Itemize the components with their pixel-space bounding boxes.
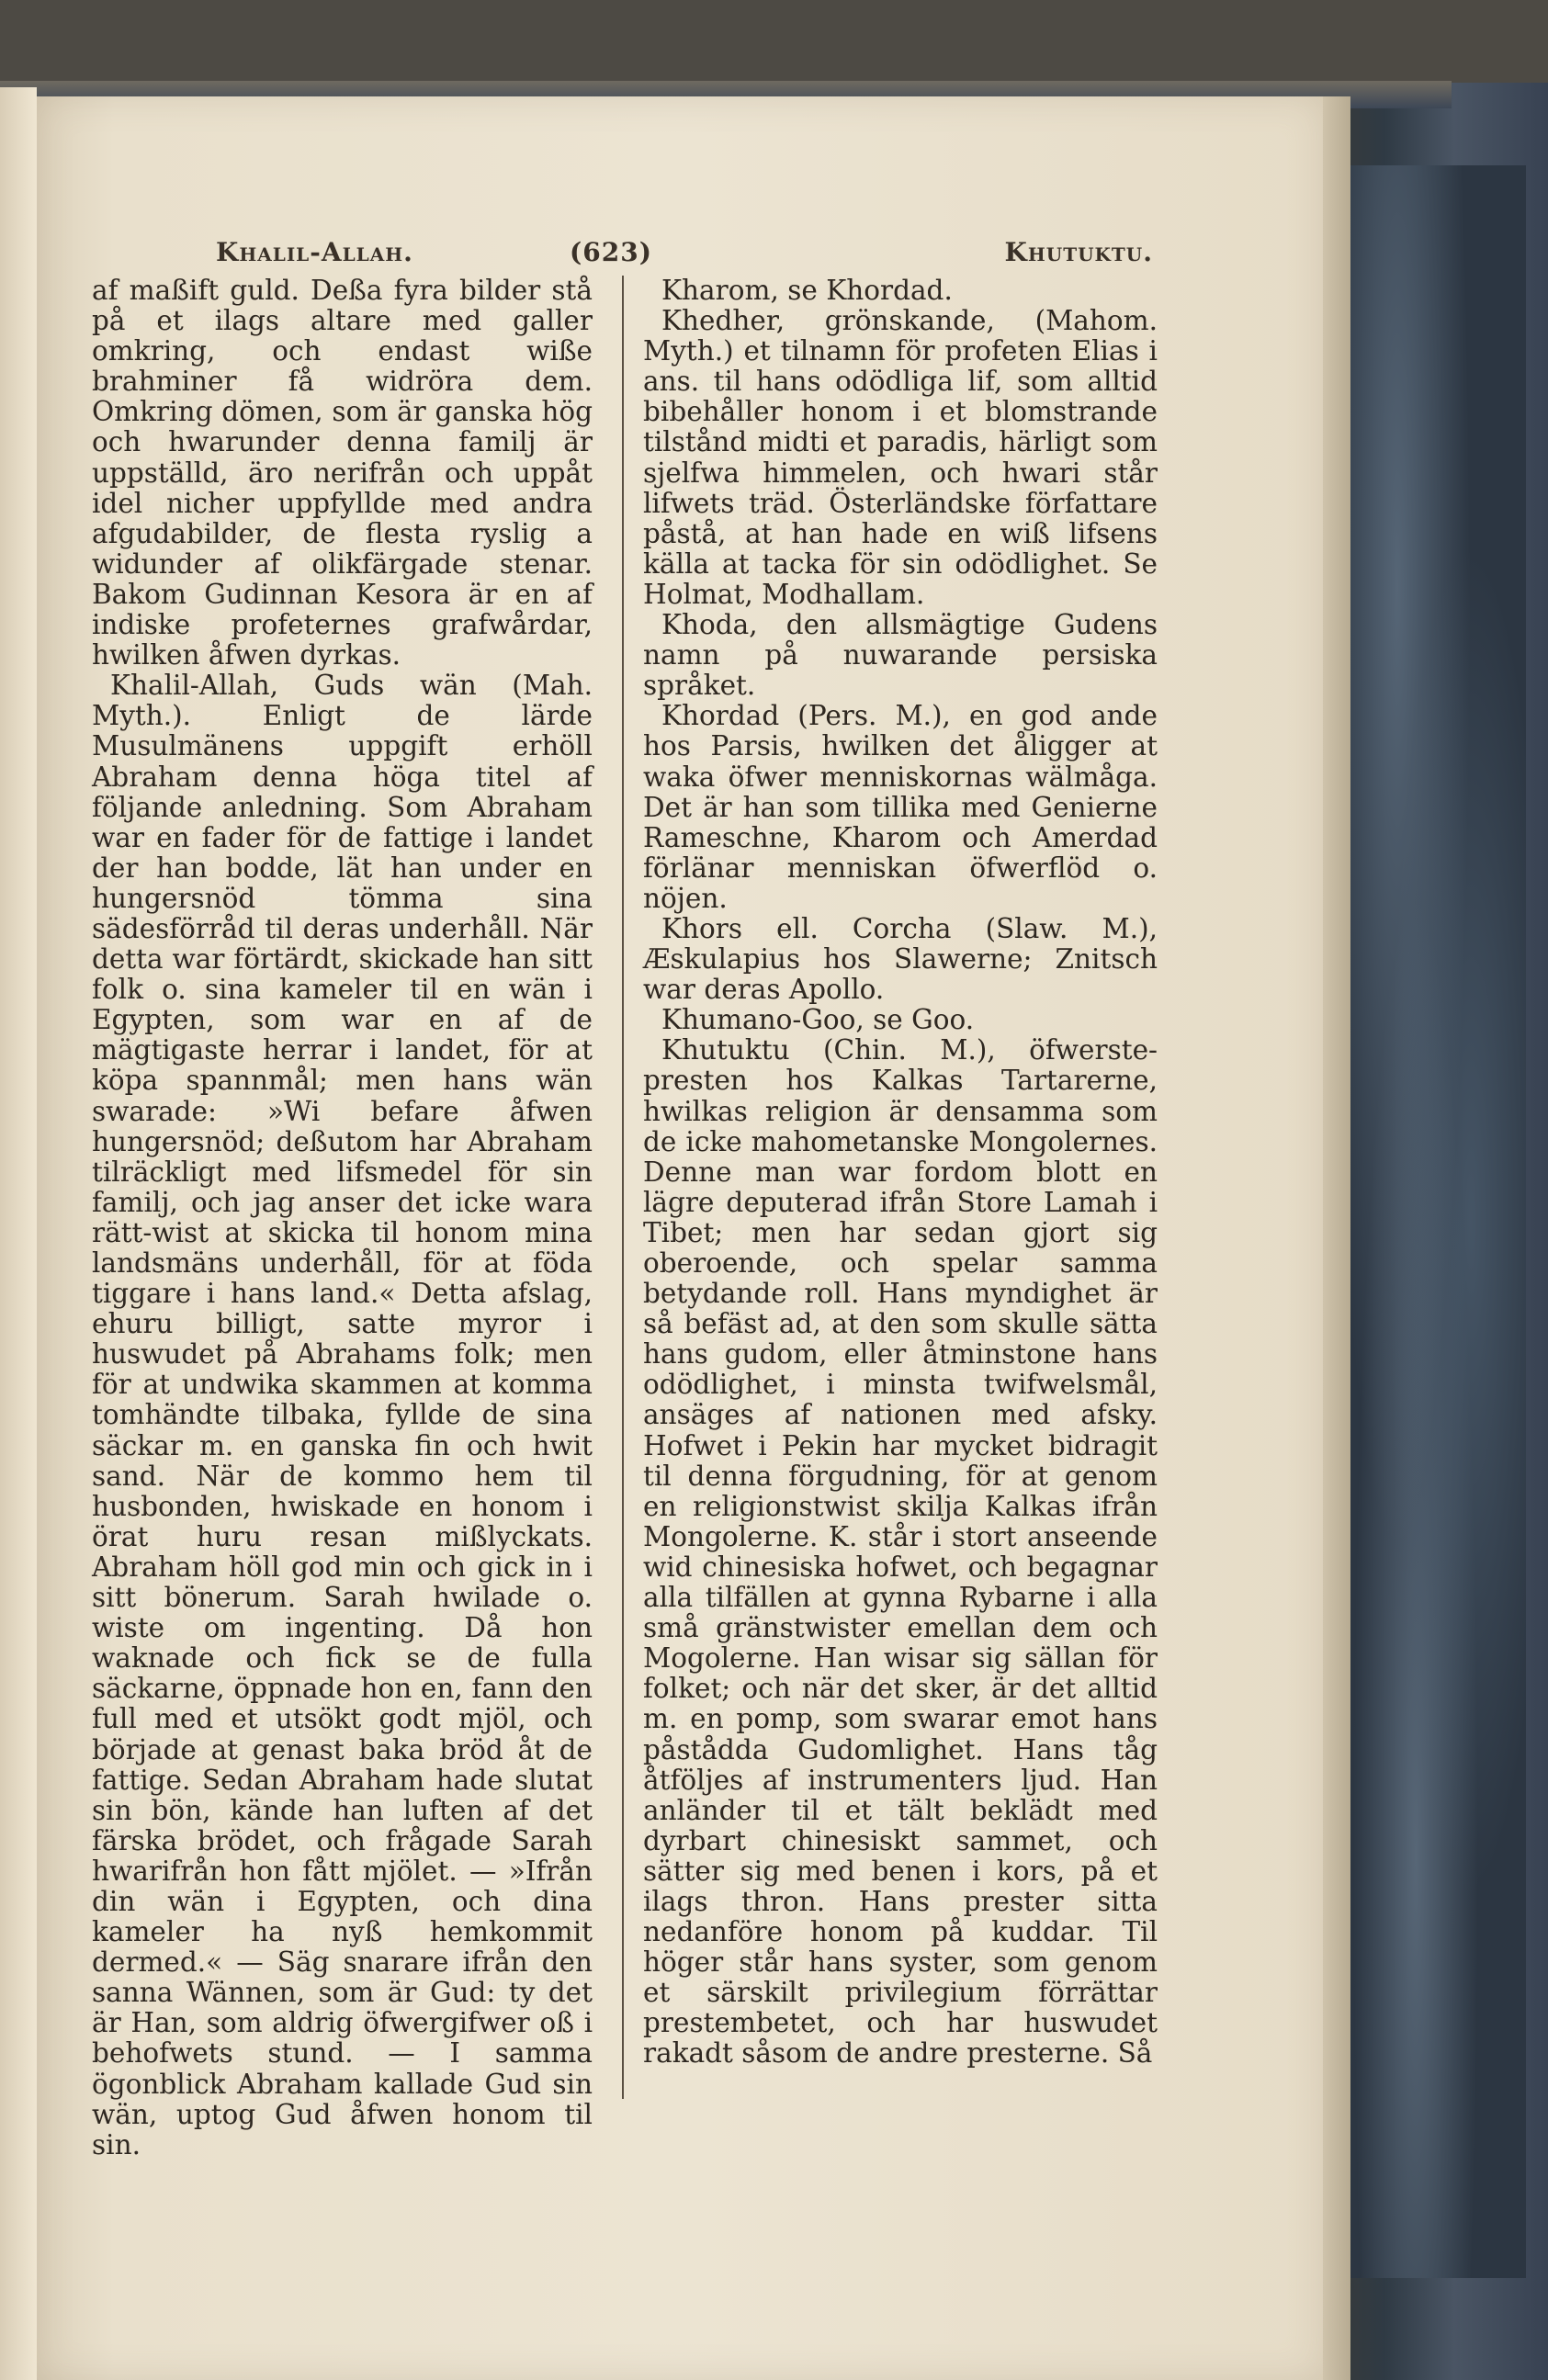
left-column: [92, 276, 593, 2160]
paragraph: af maßift guld. Deßa fyra bilder stå på et ilags altare med galler omkring, och endast wiße brahminer få widröra dem. Omkring dömen, som är ganska hög och hwarunder denna familj är uppställd, äro nerifrån och uppåt idel nicher uppfyllde med andra afgudabilder, de flesta ryslig a widunder af olikfärgade stenar. Bakom Gudinnan Kesora är en af indiske profeternes grafwårdar, hwilken åfwen dyrkas.: [92, 275, 593, 671]
right-column: [643, 276, 1158, 2070]
marbled-cover: [1337, 165, 1526, 2278]
column-divider: [622, 276, 624, 2099]
facing-page-edge: [0, 87, 37, 2380]
entry: Khors ell. Corcha (Slaw. M.), Æskulapius hos Slawerne; Znitsch war deras Apollo.: [643, 912, 1158, 1006]
running-head: [216, 237, 1153, 274]
entry: Khumano-Goo, se Goo.: [661, 1004, 975, 1036]
entry: Khordad (Pers. M.), en god ande hos Parsis, hwilken det åligger at waka öfwer menniskornas wälmåga. Det är han som tillika med Genierne Rameschne, Kharom och Amerdad förlänar menniskan öfwerflöd o. nöjen.: [643, 700, 1158, 914]
page-number: (623): [570, 237, 652, 267]
running-head-left: Khalil-Allah.: [216, 237, 413, 267]
entry: Kharom, se Khordad.: [661, 275, 953, 306]
entry: Khoda, den allsmägtige Gudens namn på nuwarande persiska språket.: [643, 609, 1158, 702]
entry: Khutuktu (Chin. M.), öfwerste-presten hos Kalkas Tartarerne, hwilkas religion är densamma som de icke mahometanske Mongolernes. Denne man war fordom blott en lägre deputerad ifrån Store Lamah i Tibet; men har sedan gjort sig oberoende, och spelar samma betydande roll. Hans myndighet är så befäst ad, at den som skulle sätta hans gudom, eller åtminstone hans odödlighet, i minsta twifwelsmål, ansäges af nationen med afsky. Hofwet i Pekin har mycket bidragit til denna förgudning, för at genom en religionstwist skilja Kalkas ifrån Mongolerne. K. står i stort anseende wid chinesiska hofwet, och begagnar alla tilfällen at gynna Rybarne i alla små gränstwister emellan dem och Mogolerne. Han wisar sig sällan för folket; och när det sker, är det alltid m. en pomp, som swarar emot hans påstådda Gudomlighet. Hans tåg åtföljes af instrumenters ljud. Han anländer til et tält beklädt med dyrbart chinesiskt sammet, och sätter sig med benen i kors, på et ilags thron. Hans prester sitta nedanföre honom på kuddar. Til höger står hans syster, som genom et särskilt privilegium förrättar prestembetet, och har huswudet rakadt såsom de andre presterne. Så: [643, 1034, 1158, 2070]
entry: Khedher, grönskande, (Mahom. Myth.) et tilnamn för profeten Elias i ans. til hans odödliga lif, som alltid bibehåller honom i et blomstrande tilstånd midti et paradis, härligt som sjelfwa himmelen, och hwari står lifwets träd. Österländske författare påstå, at han hade en wiß lifsens källa at tacka för sin odödlighet. Se Holmat, Modhallam.: [643, 305, 1158, 610]
running-head-right: Khutuktu.: [1004, 237, 1153, 267]
page-fore-edge: [1323, 96, 1350, 2380]
paragraph: Khalil-Allah, Guds wän (Mah. Myth.). Enligt de lärde Musulmänens uppgift erhöll Abraham denna höga titel af följande anledning. Som Abraham war en fader för de fattige i landet der han bodde, lät han under en hungersnöd tömma sina sädesförråd til deras underhåll. När detta war förtärdt, skickade han sitt folk o. sina kameler til en wän i Egypten, som war en af de mägtigaste herrar i landet, för at köpa spannmål; men hans wän swarade: »Wi befare åfwen hungersnöd; deßutom har Abraham tilräckligt med lifsmedel för sin familj, och jag anser det icke wara rätt-wist at skicka til honom mina landsmäns underhåll, för at föda tiggare i hans land.« Detta afslag, ehuru billigt, satte myror i huswudet på Abrahams folk; men för at undwika skammen at komma tomhändte tilbaka, fyllde de sina säckar m. en ganska fin och hwit sand. När de kommo hem til husbonden, hwiskade en honom i örat huru resan mißlyckats. Abraham höll god min och gick in i sitt bönerum. Sarah hwilade o. wiste om ingenting. Då hon waknade och fick se de fulla säckarne, öppnade hon en, fann den full med et utsökt godt mjöl, och började at genast baka bröd åt de fattige. Sedan Abraham hade slutat sin bön, kände han luften af det färska brödet, och frågade Sarah hwarifrån hon fått mjölet. — »Ifrån din wän i Egypten, och dina kameler ha nyß hemkommit dermed.« — Säg snarare ifrån den sanna Wännen, som är Gud: ty det är Han, som aldrig öfwergifwer oß i behofwets stund. — I samma ögonblick Abraham kallade Gud sin wän, uptog Gud åfwen honom til sin.: [92, 670, 593, 2160]
